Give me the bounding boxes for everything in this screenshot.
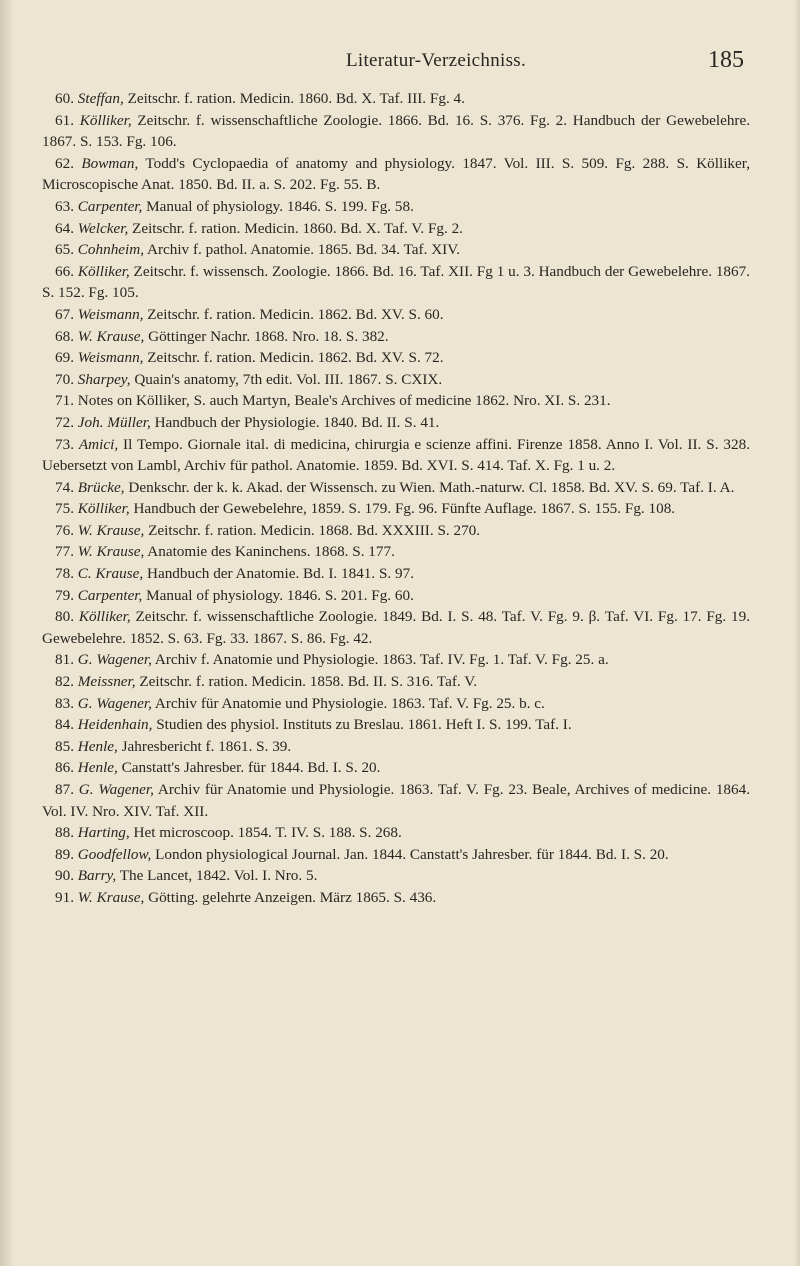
reference-entry: [42, 304, 750, 326]
entry-text: Zeitschr. f. ration. Medicin. 1862. Bd. XV. S. 60.: [143, 305, 444, 323]
reference-entry: [42, 88, 750, 110]
entry-number: 64.: [55, 219, 74, 237]
entry-author: W. Krause,: [77, 327, 145, 345]
entry-text: Götting. gelehrte Anzeigen. März 1865. S. 436.: [144, 888, 437, 906]
entry-author: G. Wagener,: [78, 781, 154, 798]
entry-number: 65.: [55, 241, 74, 259]
entry-author: Barry,: [77, 867, 117, 885]
entry-number: 70.: [55, 370, 74, 388]
entry-author: C. Krause,: [77, 565, 144, 583]
entry-number: 67.: [55, 305, 74, 323]
reference-entry: [42, 714, 750, 736]
entry-author: G. Wagener,: [77, 694, 152, 712]
reference-entry: [42, 606, 750, 649]
entry-text: London physiological Journal. Jan. 1844. Canstatt's Jahresber. für 1844. Bd. I. S. 20.: [151, 845, 669, 863]
entry-text: Jahresbericht f. 1861. S. 39.: [117, 737, 292, 755]
entry-number: 77.: [55, 543, 74, 561]
entry-number: 62.: [55, 154, 74, 172]
entry-author: Harting,: [77, 824, 130, 842]
entry-text: Zeitschr. f. wissenschaftliche Zoologie. 1866. Bd. 16. S. 376. Fg. 2. Handbuch der Gewebelehre. 1867. S. 153. Fg. 106.: [42, 111, 751, 151]
entry-text: Handbuch der Gewebelehre, 1859. S. 179. Fg. 96. Fünfte Auflage. 1867. S. 155. Fg. 108.: [129, 500, 676, 518]
entry-number: 63.: [55, 197, 74, 215]
entry-author: Sharpey,: [77, 370, 131, 388]
entry-text: Zeitschr. f. wissensch. Zoologie. 1866. Bd. 16. Taf. XII. Fg 1 u. 3. Handbuch der Gewebelehre. 1867. S. 152. Fg. 105.: [42, 262, 750, 302]
entry-number: 86.: [55, 759, 74, 777]
entry-author: Heidenhain,: [77, 716, 153, 734]
reference-entry: [42, 218, 750, 240]
page-number: 185: [708, 47, 744, 73]
entry-author: Goodfellow,: [77, 845, 152, 863]
entry-author: Henle,: [77, 759, 118, 777]
entry-text: Zeitschr. f. ration. Medicin. 1860. Bd. X. Taf. V. Fg. 2.: [128, 219, 463, 237]
entry-number: 82.: [55, 673, 74, 691]
reference-entry: [42, 736, 750, 758]
entry-text: Het microscoop. 1854. T. IV. S. 188. S. 268.: [129, 824, 402, 842]
entry-number: 78.: [55, 565, 74, 583]
entry-author: Amici,: [78, 435, 119, 453]
entry-number: 91.: [55, 888, 74, 906]
entry-text: Quain's anatomy, 7th edit. Vol. III. 1867. S. CXIX.: [130, 370, 443, 388]
entry-number: 73.: [55, 435, 74, 453]
reference-entry: [42, 671, 750, 693]
entry-author: Bowman,: [81, 154, 139, 172]
reference-entry: [42, 477, 750, 499]
entry-text: Notes on Kölliker, S. auch Martyn, Beale's Archives of medicine 1862. Nro. XI. S. 231.: [77, 392, 611, 410]
reference-entry: [42, 865, 750, 887]
entry-number: 81.: [55, 651, 74, 669]
entry-author: Meissner,: [77, 673, 136, 691]
entry-text: Archiv für Anatomie und Physiologie. 1863. Taf. V. Fg. 23. Beale, Archives of medicine. 1864. Vol. IV. Nro. XIV. Taf. XII.: [42, 781, 750, 820]
entry-author: Kölliker,: [79, 111, 132, 129]
running-title: Literatur-Verzeichniss.: [345, 50, 527, 71]
reference-entry: [42, 369, 750, 391]
entry-number: 88.: [55, 824, 74, 842]
entry-number: 69.: [55, 349, 74, 367]
entry-author: Steffan,: [77, 90, 124, 107]
entry-text: Manual of physiology. 1846. S. 201. Fg. 60.: [142, 586, 414, 604]
reference-entry: [42, 153, 750, 196]
entry-author: Brücke,: [77, 478, 125, 496]
reference-list: [42, 88, 750, 909]
entry-author: W. Krause,: [77, 521, 145, 539]
reference-entry: [42, 434, 750, 477]
entry-author: G. Wagener,: [77, 651, 152, 669]
entry-author: Joh. Müller,: [77, 413, 151, 431]
entry-number: 68.: [55, 327, 74, 345]
entry-number: 74.: [55, 478, 74, 496]
entry-text: Studien des physiol. Instituts zu Breslau. 1861. Heft I. S. 199. Taf. I.: [152, 716, 572, 734]
entry-author: Kölliker,: [77, 262, 130, 280]
entry-text: Il Tempo. Giornale ital. di medicina, chirurgia e scienze affini. Firenze 1858. Anno I. Vol. II. S. 328. Uebersetzt von Lambl, Archiv für pathol. Anatomie. 1859. Bd. XVI. S. 414. Taf. X. Fg. 1 u. 2.: [42, 435, 750, 475]
entry-author: Weismann,: [77, 305, 144, 323]
entry-number: 84.: [55, 716, 74, 734]
reference-entry: [42, 196, 750, 218]
entry-text: Zeitschr. f. ration. Medicin. 1862. Bd. XV. S. 72.: [143, 349, 444, 367]
reference-entry: [42, 693, 750, 715]
reference-entry: [42, 779, 750, 822]
entry-number: 79.: [55, 586, 74, 604]
entry-number: 66.: [55, 262, 74, 280]
entry-number: 85.: [55, 737, 74, 755]
reference-entry: [42, 347, 750, 369]
reference-entry: [42, 563, 750, 585]
entry-author: W. Krause,: [77, 888, 145, 906]
reference-entry: [42, 390, 750, 412]
entry-text: Todd's Cyclopaedia of anatomy and physiology. 1847. Vol. III. S. 509. Fg. 288. S. Kölliker, Microscopische Anat. 1850. Bd. II. a. S. 202. Fg. 55. B.: [42, 154, 750, 194]
entry-text: Zeitschr. f. ration. Medicin. 1868. Bd. XXXIII. S. 270.: [144, 521, 481, 539]
entry-text: Handbuch der Anatomie. Bd. I. 1841. S. 97.: [143, 565, 414, 583]
entry-author: Carpenter,: [77, 586, 143, 604]
entry-author: Kölliker,: [78, 608, 131, 626]
running-head: [0, 47, 800, 80]
reference-entry: [42, 887, 750, 909]
reference-entry: [42, 498, 750, 520]
entry-text: Manual of physiology. 1846. S. 199. Fg. 58.: [142, 197, 414, 215]
entry-author: Weismann,: [77, 349, 144, 367]
entry-number: 61.: [55, 111, 74, 129]
reference-entry: [42, 520, 750, 542]
entry-text: Archiv f. Anatomie und Physiologie. 1863. Taf. IV. Fg. 1. Taf. V. Fg. 25. a.: [151, 651, 609, 669]
entry-text: Canstatt's Jahresber. für 1844. Bd. I. S. 20.: [117, 759, 381, 777]
reference-entry: [42, 412, 750, 434]
entry-text: Anatomie des Kaninchens. 1868. S. 177.: [144, 543, 395, 561]
reference-entry: [42, 649, 750, 671]
entry-number: 80.: [55, 608, 74, 626]
entry-text: Zeitschr. f. wissenschaftliche Zoologie. 1849. Bd. I. S. 48. Taf. V. Fg. 9. β. Taf. VI. Fg. 17. Fg. 19. Gewebelehre. 1852. S. 63. Fg. 33. 1867. S. 86. Fg. 42.: [42, 608, 751, 647]
entry-number: 76.: [55, 521, 74, 539]
entry-text: Handbuch der Physiologie. 1840. Bd. II. S. 41.: [150, 413, 440, 431]
reference-entry: [42, 541, 750, 563]
reference-entry: [42, 326, 750, 348]
reference-entry: [42, 239, 750, 261]
entry-text: Archiv für Anatomie und Physiologie. 1863. Taf. V. Fg. 25. b. c.: [151, 694, 545, 712]
entry-number: 72.: [55, 413, 74, 431]
entry-author: Henle,: [77, 737, 118, 755]
entry-text: Zeitschr. f. ration. Medicin. 1860. Bd. X. Taf. III. Fg. 4.: [123, 90, 465, 107]
entry-number: 60.: [55, 90, 74, 107]
reference-entry: [42, 844, 750, 866]
entry-author: Carpenter,: [77, 197, 143, 215]
entry-text: Göttinger Nachr. 1868. Nro. 18. S. 382.: [144, 327, 389, 345]
entry-number: 89.: [55, 845, 74, 863]
entry-text: The Lancet, 1842. Vol. I. Nro. 5.: [116, 867, 318, 885]
reference-entry: [42, 757, 750, 779]
entry-number: 83.: [55, 694, 74, 712]
entry-author: Cohnheim,: [77, 241, 145, 259]
entry-author: Welcker,: [77, 219, 129, 237]
entry-text: Zeitschr. f. ration. Medicin. 1858. Bd. II. S. 316. Taf. V.: [135, 673, 478, 691]
entry-number: 71.: [55, 392, 74, 410]
reference-entry: [42, 110, 750, 153]
reference-entry: [42, 822, 750, 844]
entry-author: Kölliker,: [77, 500, 130, 518]
reference-entry: [42, 585, 750, 607]
entry-number: 87.: [55, 781, 74, 798]
reference-entry: [42, 261, 750, 304]
entry-number: 75.: [55, 500, 74, 518]
entry-number: 90.: [55, 867, 74, 885]
entry-text: Archiv f. pathol. Anatomie. 1865. Bd. 34. Taf. XIV.: [144, 241, 461, 259]
entry-text: Denkschr. der k. k. Akad. der Wissensch. zu Wien. Math.-naturw. Cl. 1858. Bd. XV. S. 69. Taf. I. A.: [124, 478, 735, 496]
entry-author: W. Krause,: [77, 543, 145, 561]
